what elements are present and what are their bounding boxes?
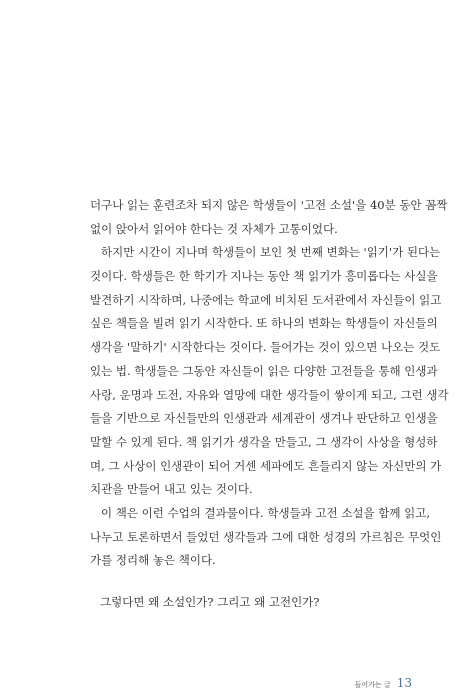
paragraph-line: 들을 기반으로 자신들만의 인생관과 세계관이 생겨나 판단하고 인생을 [90, 411, 438, 426]
paragraph-line: 하지만 시간이 지나며 학생들이 보인 첫 번째 변화는 '읽기'가 된다는 [101, 245, 441, 260]
paragraph-line: 나누고 토론하면서 들었던 생각들과 그에 대한 성경의 가르침은 무엇인 [90, 529, 442, 544]
paragraph-line: 가를 정리해 놓은 책이다. [90, 553, 216, 568]
paragraph-line: 며, 그 사상이 인생관이 되어 거센 세파에도 흔들리지 않는 자신만의 가 [90, 458, 442, 473]
paragraph-line: 있는 법. 학생들은 그동안 자신들이 읽은 다양한 고전들을 통해 인생과 [90, 363, 438, 378]
running-footer-label: 들어가는 글 [354, 681, 391, 689]
paragraph-line: 사랑, 운명과 도전, 자유와 열망에 대한 생각들이 쌓이게 되고, 그런 생각 [90, 387, 449, 402]
section-question: 그렇다면 왜 소설인가? 그리고 왜 고전인가? [100, 595, 320, 609]
paragraph-line: 이 책은 이런 수업의 결과물이다. 학생들과 고전 소설을 함께 읽고, [101, 505, 431, 520]
paragraph-line: 것이다. 학생들은 한 학기가 지나는 동안 책 읽기가 흥미롭다는 사실을 [90, 269, 438, 284]
paragraph-line: 말할 수 있게 된다. 책 읽기가 생각을 만들고, 그 생각이 사상을 형성하 [90, 434, 438, 449]
body-text [90, 194, 449, 573]
paragraph-line: 발견하기 시작하며, 나중에는 학교에 비치된 도서관에서 자신들이 읽고 [90, 292, 442, 307]
paragraph-line: 없이 앉아서 읽어야 한다는 것 자체가 고통이었다. [90, 221, 338, 236]
paragraph-line: 치관을 만들어 내고 있는 것이다. [90, 482, 253, 497]
page-footer [355, 676, 412, 690]
paragraph-line: 더구나 읽는 훈련조차 되지 않은 학생들이 '고전 소설'을 40분 동안 꼼짝 [90, 198, 448, 212]
paragraph-line: 생각을 '말하기' 시작한다는 것이다. 들어가는 것이 있으면 나오는 것도 [90, 340, 441, 355]
paragraph-line: 싶은 책들을 빌려 읽기 시작한다. 또 하나의 변화는 학생들이 자신들의 [90, 316, 438, 331]
page-number: 13 [396, 676, 412, 690]
